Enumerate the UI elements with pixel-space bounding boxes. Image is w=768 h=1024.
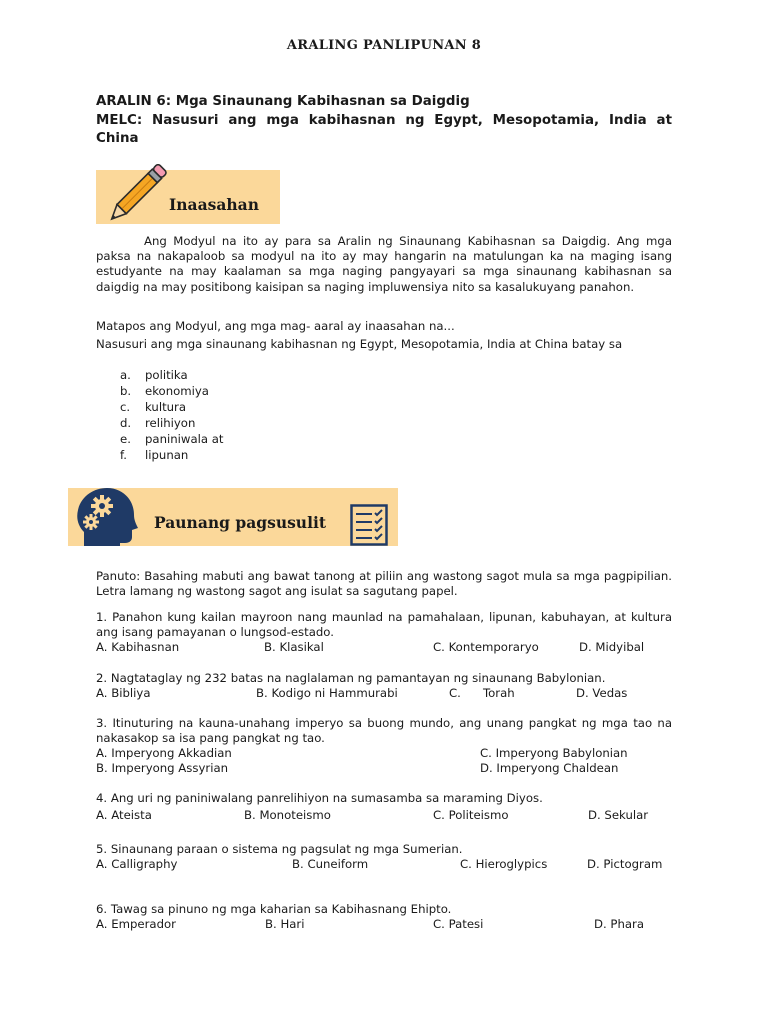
question-3: 3. Itinuturing na kauna-unahang imperyo sa buong mundo, ang unang pangkat ng mga tao na nakasakop sa isa pang pangkat ng tao. <box>96 716 672 746</box>
test-instructions: Panuto: Basahing mabuti ang bawat tanong at piliin ang wastong sagot mula sa mga pagpipilian. Letra lamang ng wastong sagot ang isulat sa sagutang papel. <box>96 569 672 599</box>
list-item: e. paniniwala at <box>120 431 224 446</box>
checklist-icon <box>350 504 388 546</box>
option: C. Patesi <box>433 917 484 931</box>
list-item: f. lipunan <box>120 447 189 462</box>
option: D. Midyibal <box>579 640 645 654</box>
pagsusulit-banner <box>68 488 398 546</box>
question-6-options <box>96 917 682 933</box>
list-item: d. relihiyon <box>120 415 196 430</box>
option: A. Imperyong Akkadian <box>96 746 232 760</box>
option: D. Pictogram <box>587 857 663 871</box>
list-item: a. politika <box>120 368 188 382</box>
expectation-intro: Matapos ang Modyul, ang mga mag- aaral ay inaasahan na... <box>96 319 455 333</box>
option: D. Sekular <box>588 808 649 822</box>
question-1-options <box>96 640 682 656</box>
list-item: b. ekonomiya <box>120 383 209 398</box>
question-2-options <box>96 686 682 702</box>
head-gears-icon <box>74 482 138 548</box>
option: A. Ateista <box>96 808 152 822</box>
inaasahan-label: Inaasahan <box>169 195 259 214</box>
pencil-icon <box>98 164 170 228</box>
expectation-statement: Nasusuri ang mga sinaunang kabihasnan ng Egypt, Mesopotamia, India at China batay sa <box>96 337 623 351</box>
option: A. Kabihasnan <box>96 640 180 654</box>
option: B. Monoteismo <box>244 808 331 822</box>
option: B. Imperyong Assyrian <box>96 761 229 775</box>
option: A. Emperador <box>96 917 176 931</box>
option: C. Imperyong Babylonian <box>480 746 628 760</box>
question-5: 5. Sinaunang paraan o sistema ng pagsulat ng mga Sumerian. <box>96 842 463 856</box>
question-5-options <box>96 857 682 873</box>
pagsusulit-label: Paunang pagsusulit <box>154 513 327 532</box>
question-6: 6. Tawag sa pinuno ng mga kaharian sa Kabihasnang Ehipto. <box>96 902 452 916</box>
melc-statement: MELC: Nasusuri ang mga kabihasnan ng Egypt, Mesopotamia, India at China <box>96 113 672 146</box>
question-3-options-row2 <box>96 761 682 777</box>
question-4: 4. Ang uri ng paniniwalang panrelihiyon na sumasamba sa maraming Diyos. <box>96 791 543 805</box>
option: A. Bibliya <box>96 686 151 700</box>
inaasahan-banner <box>96 170 280 224</box>
option: C. Politeismo <box>433 808 509 822</box>
question-3-options-row1 <box>96 746 682 762</box>
option: D. Phara <box>594 917 645 931</box>
lesson-title: ARALIN 6: Mga Sinaunang Kabihasnan sa Daigdig <box>96 94 470 109</box>
page-title: ARALING PANLIPUNAN 8 <box>286 38 482 53</box>
question-1: 1. Panahon kung kailan mayroon nang maunlad na pamahalaan, lipunan, kabuhayan, at kultura ang isang pamayanan o lungsod-estado. <box>96 610 672 640</box>
question-2: 2. Nagtataglay ng 232 batas na naglalaman ng pamantayan ng sinaunang Babylonian. <box>96 671 606 685</box>
option: C. Hieroglypics <box>460 857 548 871</box>
option: C. Kontemporaryo <box>433 640 539 654</box>
list-item: c. kultura <box>120 399 187 414</box>
option: D. Imperyong Chaldean <box>480 761 619 775</box>
option: B. Hari <box>265 917 305 931</box>
option: C. <box>449 686 461 700</box>
option: B. Klasikal <box>264 640 324 654</box>
option: D. Vedas <box>576 686 628 700</box>
intro-paragraph: Ang Modyul na ito ay para sa Aralin ng Sinaunang Kabihasnan sa Daigdig. Ang mga paksa na nakapaloob sa modyul na ito ay may hangarin na matulungan ka na maging isang estudyante na may kaalaman sa mga naging pangyayari sa mga sinaunang kabihasnan sa daigdig na may positibong kaisipan sa naging impluwensiya nito sa kasalukuyang panahon. <box>96 234 672 294</box>
option: Torah <box>483 686 515 700</box>
option: A. Calligraphy <box>96 857 178 871</box>
expectation-list <box>120 368 223 463</box>
question-4-options <box>96 808 682 824</box>
option: B. Cuneiform <box>292 857 369 871</box>
option: B. Kodigo ni Hammurabi <box>256 686 398 700</box>
